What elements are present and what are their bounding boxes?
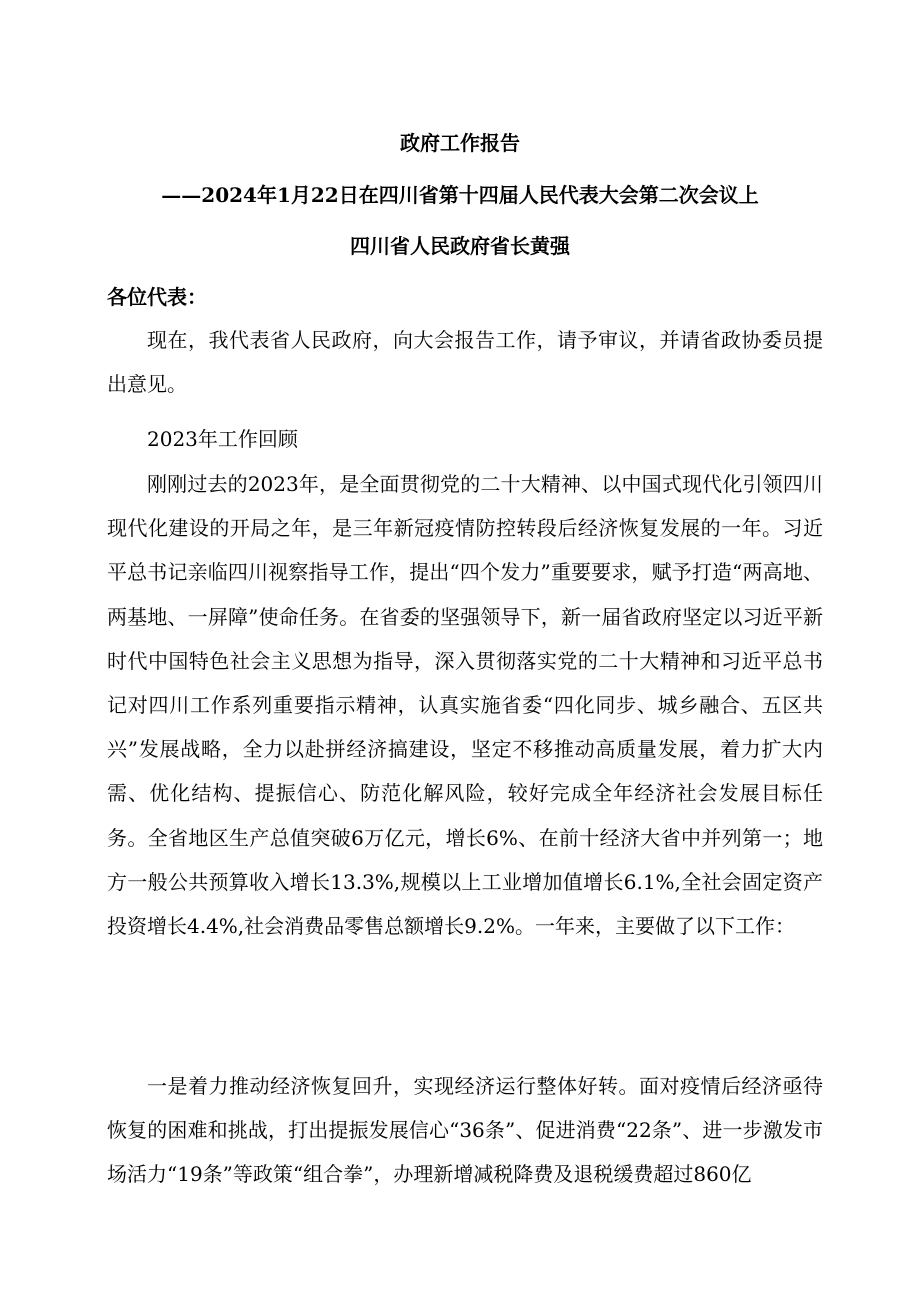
document-title: 政府工作报告 [400, 131, 520, 155]
paragraph-overview: 刚刚过去的2023年，是全面贯彻党的二十大精神、以中国式现代化引领四川现代化建设的开局之年，是三年新冠疫情防控转段后经济恢复发展的一年。习近平总书记亲临四川视察指导工作，提出“四个发力”重要要求，赋予打造“两高地、两基地、一屏障”使命任务。在省委的坚强领导下，新一届省政府坚定以习近平新时代中国特色社会主义思想为指导，深入贯彻落实党的二十大精神和习近平总书记对四川工作系列重要指示精神，认真实施省委“四化同步、城乡融合、五区共兴”发展战略，全力以赴拼经济搞建设，坚定不移推动高质量发展，着力扩大内需、优化结构、提振信心、防范化解风险，较好完成全年经济社会发展目标任务。全省地区生产总值突破6万亿元，增长6%、在前十经济大省中并列第一；地方一般公共预算收入增长13.3%,规模以上工业增加值增长6.1%,全社会固定资产投资增长4.4%,社会消费品零售总额增长9.2%。一年来，主要做了以下工作： [107, 472, 823, 939]
document-subtitle-speaker: 四川省人民政府省长黄强 [350, 234, 570, 258]
salutation: 各位代表： [107, 285, 207, 309]
paragraph-intro: 现在，我代表省人民政府，向大会报告工作，请予审议，并请省政协委员提出意见。 [107, 328, 823, 397]
section-heading-review: 2023年工作回顾 [147, 427, 298, 451]
document-subtitle-occasion: ——2024年1月22日在四川省第十四届人民代表大会第二次会议上 [161, 183, 759, 207]
paragraph-first-point: 一是着力推动经济恢复回升，实现经济运行整体好转。面对疫情后经济亟待恢复的困难和挑战，打出提振发展信心“36条”、促进消费“22条”、进一步激发市场活力“19条”等政策“组合拳”，办理新增减税降费及退税缓费超过860亿 [107, 1074, 823, 1187]
